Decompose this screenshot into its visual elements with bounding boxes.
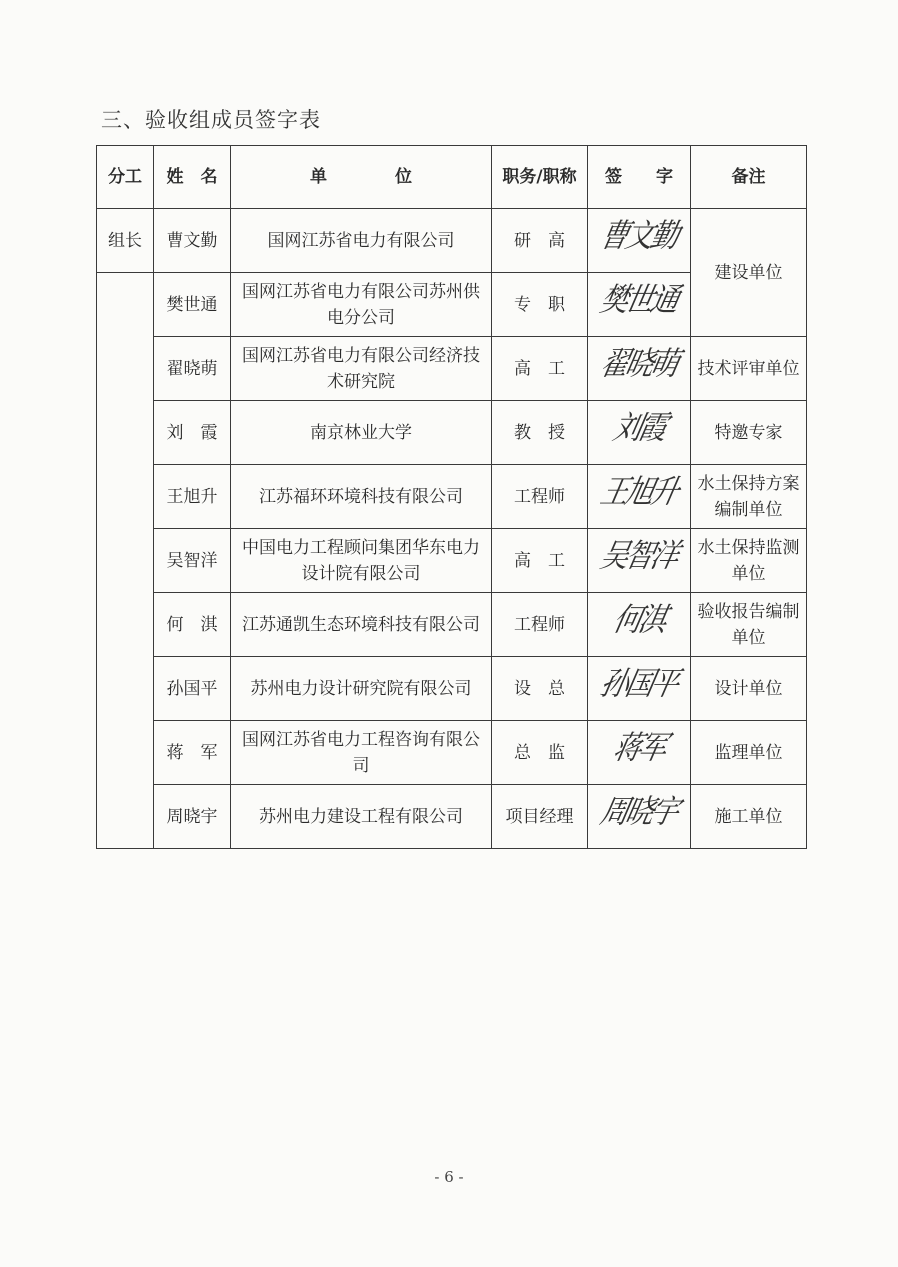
table-row bbox=[97, 401, 807, 465]
unit-cell: 苏州电力建设工程有限公司 bbox=[231, 785, 492, 849]
signature-table bbox=[96, 145, 807, 849]
unit-cell: 南京林业大学 bbox=[231, 401, 492, 465]
col-header-signature: 签 字 bbox=[588, 146, 691, 209]
title-cell: 高 工 bbox=[492, 337, 588, 401]
unit-cell: 国网江苏省电力有限公司苏州供电分公司 bbox=[231, 273, 492, 337]
signature-cell bbox=[588, 721, 691, 785]
name-cell: 周晓宇 bbox=[154, 785, 231, 849]
name-cell: 樊世通 bbox=[154, 273, 231, 337]
role-cell-members bbox=[97, 273, 154, 849]
name-cell: 吴智洋 bbox=[154, 529, 231, 593]
note-cell: 验收报告编制单位 bbox=[691, 593, 807, 657]
table-row bbox=[97, 785, 807, 849]
table-row bbox=[97, 529, 807, 593]
unit-cell: 国网江苏省电力有限公司经济技术研究院 bbox=[231, 337, 492, 401]
title-cell: 工程师 bbox=[492, 465, 588, 529]
name-cell: 何 淇 bbox=[154, 593, 231, 657]
note-cell: 施工单位 bbox=[691, 785, 807, 849]
unit-cell: 江苏通凯生态环境科技有限公司 bbox=[231, 593, 492, 657]
unit-cell: 中国电力工程顾问集团华东电力设计院有限公司 bbox=[231, 529, 492, 593]
title-cell: 总 监 bbox=[492, 721, 588, 785]
title-cell: 专 职 bbox=[492, 273, 588, 337]
unit-cell: 江苏福环环境科技有限公司 bbox=[231, 465, 492, 529]
title-cell: 研 高 bbox=[492, 209, 588, 273]
col-header-role: 分工 bbox=[97, 146, 154, 209]
note-cell: 水土保持监测单位 bbox=[691, 529, 807, 593]
unit-cell: 国网江苏省电力有限公司 bbox=[231, 209, 492, 273]
name-cell: 蒋 军 bbox=[154, 721, 231, 785]
signature-cell bbox=[588, 657, 691, 721]
col-header-unit: 单 位 bbox=[231, 146, 492, 209]
note-cell: 建设单位 bbox=[691, 209, 807, 337]
col-header-title: 职务/职称 bbox=[492, 146, 588, 209]
title-cell: 教 授 bbox=[492, 401, 588, 465]
name-cell: 曹文勤 bbox=[154, 209, 231, 273]
col-header-name: 姓 名 bbox=[154, 146, 231, 209]
page-number: - 6 - bbox=[434, 1168, 464, 1186]
signature-cell bbox=[588, 529, 691, 593]
table-row bbox=[97, 209, 807, 273]
handwritten-signature: 蒋军 bbox=[610, 728, 669, 767]
table-row bbox=[97, 337, 807, 401]
note-cell: 水土保持方案编制单位 bbox=[691, 465, 807, 529]
table-row bbox=[97, 593, 807, 657]
section-heading: 三、验收组成员签字表 bbox=[101, 108, 321, 132]
title-cell: 高 工 bbox=[492, 529, 588, 593]
note-cell: 技术评审单位 bbox=[691, 337, 807, 401]
signature-cell bbox=[588, 593, 691, 657]
signature-cell bbox=[588, 465, 691, 529]
name-cell: 刘 霞 bbox=[154, 401, 231, 465]
handwritten-signature: 孙国平 bbox=[597, 664, 681, 703]
handwritten-signature: 曹文勤 bbox=[597, 216, 681, 255]
title-cell: 设 总 bbox=[492, 657, 588, 721]
signature-cell bbox=[588, 273, 691, 337]
handwritten-signature: 何淇 bbox=[610, 600, 669, 639]
signature-cell bbox=[588, 337, 691, 401]
note-cell: 设计单位 bbox=[691, 657, 807, 721]
note-cell: 特邀专家 bbox=[691, 401, 807, 465]
title-cell: 工程师 bbox=[492, 593, 588, 657]
title-cell: 项目经理 bbox=[492, 785, 588, 849]
unit-cell: 苏州电力设计研究院有限公司 bbox=[231, 657, 492, 721]
signature-cell bbox=[588, 209, 691, 273]
table-row bbox=[97, 721, 807, 785]
table-row bbox=[97, 465, 807, 529]
handwritten-signature: 吴智洋 bbox=[597, 536, 681, 575]
name-cell: 孙国平 bbox=[154, 657, 231, 721]
col-header-note: 备注 bbox=[691, 146, 807, 209]
unit-cell: 国网江苏省电力工程咨询有限公司 bbox=[231, 721, 492, 785]
name-cell: 王旭升 bbox=[154, 465, 231, 529]
role-cell: 组长 bbox=[97, 209, 154, 273]
note-cell: 监理单位 bbox=[691, 721, 807, 785]
handwritten-signature: 刘霞 bbox=[610, 408, 669, 447]
handwritten-signature: 樊世通 bbox=[597, 280, 681, 319]
signature-cell bbox=[588, 785, 691, 849]
name-cell: 翟晓萌 bbox=[154, 337, 231, 401]
handwritten-signature: 周晓宇 bbox=[597, 792, 681, 831]
handwritten-signature: 王旭升 bbox=[597, 472, 681, 511]
table-header-row bbox=[97, 146, 807, 209]
signature-cell bbox=[588, 401, 691, 465]
handwritten-signature: 翟晓萌 bbox=[597, 344, 681, 383]
table-row bbox=[97, 657, 807, 721]
